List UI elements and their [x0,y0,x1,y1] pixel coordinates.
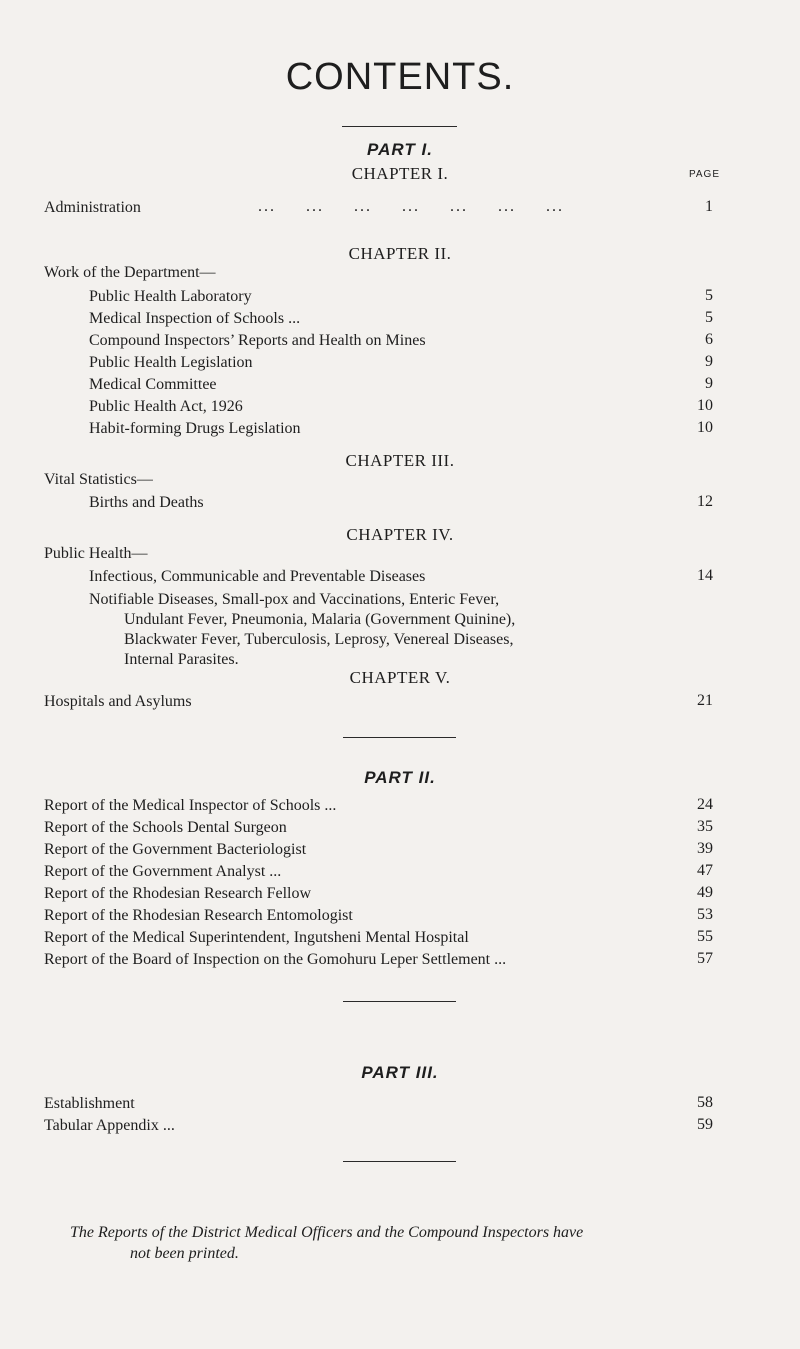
toc-page: 9 [705,375,713,392]
toc-entry: Hospitals and Asylums [44,693,192,710]
toc-page: 10 [697,419,713,436]
toc-page: 53 [697,906,713,923]
toc-page: 39 [697,840,713,857]
toc-page: 57 [697,950,713,967]
divider [343,1001,456,1002]
toc-entry: Infectious, Communicable and Preventable Diseases [89,568,426,585]
divider [343,1161,456,1162]
toc-entry: Report of the Government Bacteriologist [44,841,307,858]
toc-entry: Report of the Medical Superintendent, Ingutsheni Mental Hospital [44,929,469,946]
toc-page: 10 [697,397,713,414]
toc-page: 9 [705,353,713,370]
group-heading: Vital Statistics— [44,471,153,488]
page-title: CONTENTS. [285,56,515,98]
chapter-2-heading: CHAPTER II. [348,244,452,263]
toc-page: 58 [697,1094,713,1111]
toc-entry: Report of the Government Analyst ... [44,863,282,880]
toc-page: 55 [697,928,713,945]
toc-page: 1 [705,198,713,215]
footnote-line-1: The Reports of the District Medical Officers and the Compound Inspectors have [70,1224,584,1241]
toc-page: 47 [697,862,713,879]
toc-entry: Report of the Rhodesian Research Fellow [44,885,312,902]
toc-entry: Compound Inspectors’ Reports and Health on Mines [89,332,426,349]
toc-entry: Habit-forming Drugs Legislation [89,420,301,437]
toc-entry: Establishment [44,1095,135,1112]
toc-page: 35 [697,818,713,835]
toc-page: 24 [697,796,713,813]
part-2-heading: PART II. [364,768,436,787]
toc-page: 12 [697,493,713,510]
detail-line: Undulant Fever, Pneumonia, Malaria (Government Quinine), [124,611,516,628]
toc-entry: Report of the Rhodesian Research Entomologist [44,907,353,924]
chapter-4-heading: CHAPTER IV. [346,525,454,544]
toc-page: 59 [697,1116,713,1133]
toc-entry-administration: Administration [44,199,141,216]
toc-entry: Births and Deaths [89,494,204,511]
toc-entry: Medical Inspection of Schools ... [89,310,301,327]
toc-page: 5 [705,309,713,326]
toc-page: 21 [697,692,713,709]
toc-entry: Report of the Board of Inspection on the Gomohuru Leper Settlement ... [44,951,507,968]
toc-entry: Public Health Legislation [89,354,253,371]
toc-entry: Medical Committee [89,376,217,393]
toc-page: 6 [705,331,713,348]
leader-dots: ... ... ... ... ... ... ... [258,198,564,215]
part-1-heading: PART I. [367,140,433,159]
toc-entry: Report of the Schools Dental Surgeon [44,819,287,836]
divider [343,737,456,738]
footnote [70,1222,750,1264]
page-column-label: PAGE [688,169,720,180]
chapter-5-heading: CHAPTER V. [349,668,451,687]
chapter-3-heading: CHAPTER III. [345,451,455,470]
chapter-1-heading: CHAPTER I. [351,164,449,183]
toc-page: 14 [697,567,713,584]
detail-line: Notifiable Diseases, Small-pox and Vaccinations, Enteric Fever, [89,591,500,608]
group-heading: Work of the Department— [44,264,216,281]
part-3-heading: PART III. [361,1063,439,1082]
group-heading: Public Health— [44,545,148,562]
divider [342,126,457,127]
toc-entry: Public Health Laboratory [89,288,252,305]
toc-entry: Report of the Medical Inspector of Schools ... [44,797,337,814]
toc-entry: Public Health Act, 1926 [89,398,243,415]
toc-page: 49 [697,884,713,901]
footnote-line-2: not been printed. [130,1245,239,1262]
detail-line: Blackwater Fever, Tuberculosis, Leprosy, Venereal Diseases, [124,631,514,648]
detail-line: Internal Parasites. [124,651,239,668]
toc-page: 5 [705,287,713,304]
toc-entry: Tabular Appendix ... [44,1117,175,1134]
